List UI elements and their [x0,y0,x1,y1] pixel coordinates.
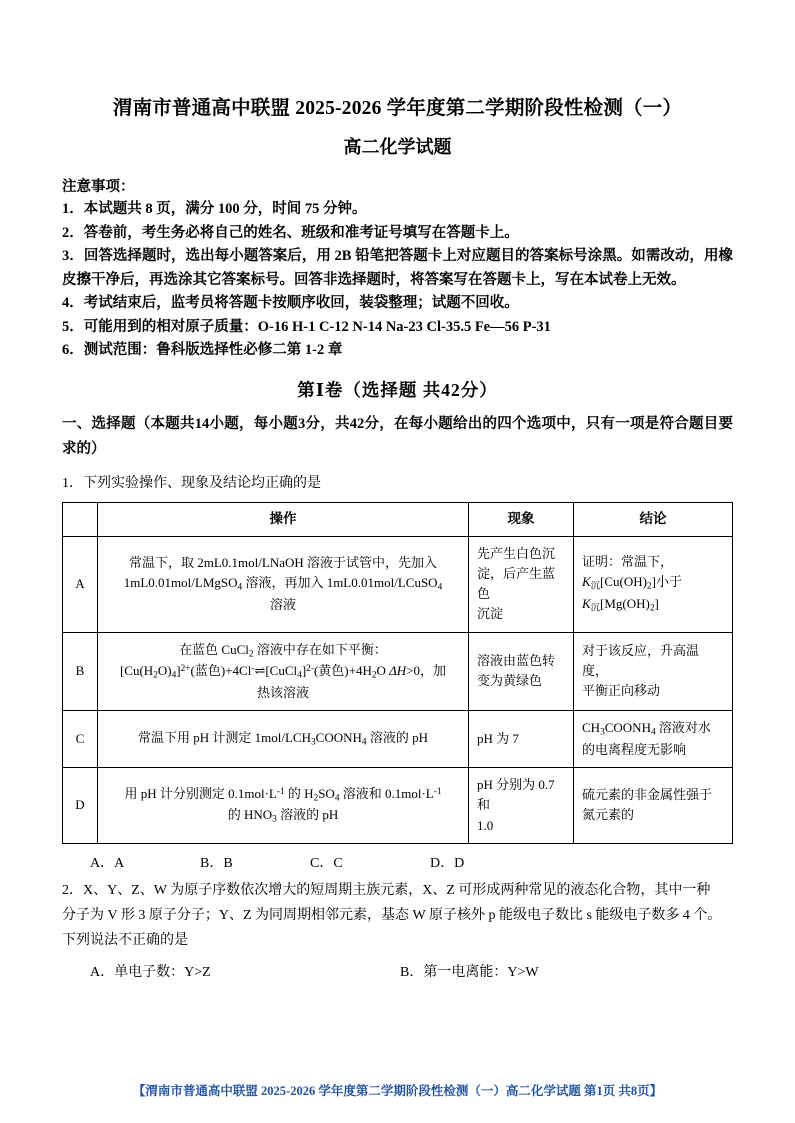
row-label-d: D [63,768,98,843]
row-b-operation-line-3: 热该溶液 [256,685,309,701]
row-b-ph-2: 变为黄绿色 [477,673,543,689]
table-row [63,768,733,843]
table-header-conclusion: 结论 [574,503,733,537]
part-one-heading: 一、选择题（本题共14小题，每小题3分，共42分，在每小题给出的四个选项中，只有一项是符合题目要求的） [62,415,733,457]
row-label-b: B [63,632,98,711]
row-d-operation [98,768,469,843]
table-header-phenomenon: 现象 [469,503,574,537]
row-c-cc-2: 的电离程度无影响 [582,742,687,758]
row-d-operation-line-1: 用 pH 计分别测定 $0.1mol\cdot L^{-1}$ 的 $H_2SO_4$ 溶液和 $0.1mol\cdot L^{-1}$ [124,785,442,803]
row-d-ph-2: 1.0 [477,817,494,833]
question-2-option-a[interactable]: A．单电子数：Y>Z [90,965,211,981]
row-b-operation-line-1: 在蓝色 CuCl$_2$ 溶液中存在如下平衡： [179,641,387,659]
row-d-conclusion [574,768,733,843]
row-b-operation-line-2: $[Cu(H_2O)_4]^{2+}$(蓝色)+4Cl-⇌[CuCl$_4$]$^{2-}$(黄色)$+4H_2O$ ΔH>0，加 [119,663,447,681]
row-a-operation-line-3: 溶液 [269,597,296,613]
choice-a[interactable]: A．A [90,855,125,871]
row-a-cc-3: $K_沉[Mg(OH)_2]$ [582,596,659,614]
question-2-stem [62,878,733,954]
question-1-stem: 1．下列实验操作、现象及结论均正确的是 [62,475,321,491]
row-a-operation-line-1: 常温下，取 2mL0.1mol/LNaOH 溶液于试管中，先加入 [128,555,437,571]
question-2-options [62,961,733,981]
row-c-ph-1: pH 为 7 [477,731,519,747]
row-c-operation-line-1: 常温下用 pH 计测定 $1mol/LCH_3COONH_4$ 溶液的 pH [138,730,428,748]
page-title: 渭南市普通高中联盟 2025-2026 学年度第二学期阶段性检测（一） [112,98,683,119]
question-1-table [62,502,733,844]
table-header-blank [63,503,98,537]
notice-item-2: 2．答卷前，考生务必将自己的姓名、班级和准考证号填写在答题卡上。 [62,224,519,241]
row-c-conclusion [574,711,733,768]
page-footer: 【渭南市普通高中联盟 2025-2026 学年度第二学期阶段性检测（一）高二化学试题 第1页 共8页】 [132,1084,663,1098]
table-header-row [63,503,733,537]
choice-c[interactable]: C．C [310,855,343,871]
notice-item-5: 5．可能用到的相对原子质量：O-16 H-1 C-12 N-14 Na-23 Cl-35.5 Fe—56 P-31 [62,318,551,335]
question-2-stem-line-2: 分子为 V 形 3 原子分子；Y、Z 为同周期相邻元素，基态 W 原子核外 p 能级电子数比 s 能级电子数多 4 个。 [62,907,722,923]
page-subtitle: 高二化学试题 [343,137,452,158]
row-a-operation [98,536,469,632]
table-header-operation: 操作 [98,503,469,537]
row-d-ph-1: pH 分别为 0.7 和 [477,777,555,813]
choice-d[interactable]: D．D [430,855,465,871]
row-d-cc-2: 氮元素的 [582,807,635,823]
row-c-phenomenon [469,711,574,768]
row-a-cc-2: $K_沉[Cu(OH)_2]$小于 [582,574,682,592]
row-b-cc-2: 平衡正向移动 [582,683,661,699]
row-b-phenomenon [469,632,574,711]
row-a-operation-line-2: 1mL0.01mol/LMgSO$_4$ 溶液，再加入 1mL0.01mol/LCuSO$_4$ [123,575,443,593]
section-title: 第Ⅰ卷（选择题 共42分） [297,379,498,400]
row-b-ph-1: 溶液由蓝色转 [477,653,556,669]
notice-header: 注意事项： [62,179,135,196]
row-d-cc-1: 硫元素的非金属性强于 [582,787,713,803]
row-a-ph-2: 淀，后产生蓝色 [477,566,556,602]
question-2-stem-line-1: 2．X、Y、Z、W 为原子序数依次增大的短周期主族元素，X、Z 可形成两种常见的液态化合物，其中一种 [62,882,711,898]
notice-item-3: 3．回答选择题时，选出每小题答案后，用 2B 铅笔把答题卡上对应题目的答案标号涂黑。如需改动，用橡皮擦干净后，再选涂其它答案标号。回答非选择题时，将答案写在答题卡上，写在本试卷上无效。 [62,248,733,288]
row-a-ph-3: 沉淀 [477,606,504,622]
row-a-conclusion [574,536,733,632]
notice-item-4: 4．考试结束后，监考员将答题卡按顺序收回，装袋整理；试题不回收。 [62,295,519,312]
table-row [63,536,733,632]
question-2-option-b[interactable]: B．第一电离能：Y>W [400,965,539,981]
row-a-phenomenon [469,536,574,632]
question-2-stem-line-3: 下列说法不正确的是 [62,933,188,949]
row-d-operation-line-2: 的 $HNO_3$ 溶液的 pH [227,807,339,825]
question-1-choices [62,852,733,872]
row-c-operation [98,711,469,768]
row-b-operation [98,632,469,711]
row-label-c: C [63,711,98,768]
notice-item-6: 6．测试范围：鲁科版选择性必修二第 1-2 章 [62,342,343,359]
table-row [63,632,733,711]
row-b-conclusion [574,632,733,711]
row-a-cc-1: 证明：常温下， [582,554,674,570]
row-d-phenomenon [469,768,574,843]
table-row [63,711,733,768]
choice-b[interactable]: B．B [200,855,233,871]
row-label-a: A [63,536,98,632]
row-b-cc-1: 对于该反应，升高温度， [582,643,700,679]
row-c-cc-1: $CH_3COONH_4$ 溶液对水 [582,720,711,738]
row-a-ph-1: 先产生白色沉 [477,545,556,561]
notice-item-1: 1．本试题共 8 页，满分 100 分，时间 75 分钟。 [62,201,367,218]
